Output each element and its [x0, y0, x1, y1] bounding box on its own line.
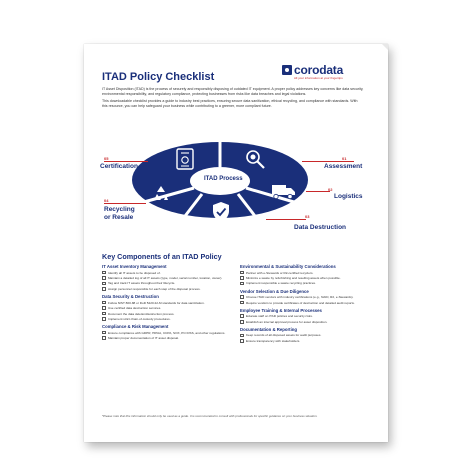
- group-title: Documentation & Reporting: [240, 326, 298, 332]
- checkbox[interactable]: [102, 312, 106, 316]
- checklist-item: [240, 295, 370, 299]
- step-number: 05: [104, 156, 109, 161]
- process-ring: [98, 140, 374, 250]
- step-number: 04: [104, 198, 109, 203]
- checklist-item-text: Document the data deletion/destruction process.: [107, 311, 175, 316]
- checklist-item-text: Identify all IT assets to be disposed of.: [107, 270, 161, 275]
- checklist-left-column: [102, 264, 232, 343]
- checklist-item-text: Implement strict chain-of-custody procedures.: [107, 317, 171, 321]
- checklist-item-text: Assign personnel responsible for each step of the disposal process.: [107, 286, 201, 291]
- step-label-assessment: Assessment: [324, 163, 363, 170]
- disclaimer-note: *Please note that this information should only be used as a guide. It is recommended to consult with professionals for specific guidance on your business situation.: [102, 414, 318, 418]
- checklist-item-text: Maintain a detailed log of all IT assets (type, model, serial number, location, owner).: [107, 275, 223, 280]
- checklist-group: [102, 264, 232, 291]
- checklist-item-text: Ensure transparency with stakeholders.: [245, 338, 301, 343]
- checkbox[interactable]: [240, 320, 244, 324]
- checkbox[interactable]: [240, 334, 244, 338]
- step-connector: [104, 203, 146, 204]
- checklist-item-text: Educate staff on ITAD policies and security risks.: [245, 314, 313, 319]
- checklist-item-text: Implement responsible e-waste recycling practices.: [245, 281, 316, 286]
- group-title: Environmental & Sustainability Considerations: [240, 264, 336, 269]
- checklist-right-column: [240, 264, 370, 346]
- checkbox[interactable]: [240, 314, 244, 318]
- checkbox[interactable]: [240, 339, 244, 343]
- magnifier-icon: [244, 148, 266, 170]
- checklist-item: [240, 339, 370, 343]
- checklist-item-text: Ensure compliance with GDPR, HIPAA, CCPA, SOX, PCI DSS, and other regulations.: [107, 330, 226, 335]
- checklist-group: [102, 324, 232, 340]
- truck-icon: [271, 182, 297, 200]
- checkbox[interactable]: [102, 336, 106, 340]
- page-corner: [382, 44, 388, 50]
- checklist-item: [240, 320, 370, 324]
- step-connector: [266, 219, 306, 220]
- step-number: 02: [328, 187, 333, 192]
- checklist-item: [240, 314, 370, 318]
- checklist-item-text: Choose ITAD vendors with industry certifications (e.g., NAID, R2, e-Stewards).: [245, 295, 354, 300]
- itad-process-diagram: [98, 140, 374, 250]
- checkbox[interactable]: [240, 282, 244, 286]
- checklist-group: [240, 308, 370, 324]
- components-heading: Key Components of an ITAD Policy: [102, 252, 222, 261]
- intro-text: [102, 87, 364, 109]
- checklist-item: [102, 276, 232, 280]
- step-label-logistics: Logistics: [334, 193, 363, 200]
- checklist-item-text: Establish an internal approval process for asset disposition.: [245, 319, 328, 324]
- checklist-item: [102, 312, 232, 316]
- checklist-item-text: Maintain proper documentation of IT asset disposal.: [107, 336, 179, 341]
- checklist-item: [240, 271, 370, 275]
- certificate-icon: [174, 148, 196, 170]
- checklist-item-text: Require vendors to provide certificates of destruction and detailed audit reports.: [245, 300, 355, 305]
- checklist-item: [102, 336, 232, 340]
- checkbox[interactable]: [102, 317, 106, 321]
- checkbox[interactable]: [102, 276, 106, 280]
- logo-tagline: All your information at your fingertips: [294, 76, 343, 80]
- checklist-document: [84, 44, 388, 442]
- step-label-certification: Certification: [100, 163, 138, 170]
- checklist-group: [102, 294, 232, 321]
- checklist-group: [240, 264, 370, 286]
- shield-check-icon: [211, 201, 231, 223]
- checklist-item: [102, 331, 232, 335]
- step-label-data-destruction: Data Destruction: [294, 224, 347, 231]
- checkbox[interactable]: [102, 306, 106, 310]
- checkbox[interactable]: [102, 282, 106, 286]
- checklist-item: [240, 281, 370, 285]
- process-center-label: ITAD Process: [204, 176, 243, 182]
- checklist-item-text: Use certified data destruction services.: [107, 306, 162, 311]
- recycle-icon: [151, 184, 171, 204]
- document-title: ITAD Policy Checklist: [102, 71, 215, 83]
- checklist-item: [240, 301, 370, 305]
- checkbox[interactable]: [240, 301, 244, 305]
- checklist-item-text: Keep records of all disposed assets for audit purposes.: [245, 333, 322, 338]
- checkbox[interactable]: [240, 295, 244, 299]
- checklist-group: [240, 327, 370, 343]
- checklist-item-text: Tag and track IT assets throughout their lifecycle.: [107, 281, 176, 286]
- step-label-recycling: Recycling: [104, 206, 135, 213]
- intro-paragraph: This downloadable checklist provides a guide to industry best practices, ensuring secure data sanitization, ethical recycling, and compliance with standards. With this resource, you can help safeguard your business while contributing to a greener, more compliant future.: [102, 99, 358, 109]
- checklist-item: [102, 317, 232, 321]
- group-title: Data Security & Destruction: [102, 294, 159, 300]
- checklist-item: [102, 287, 232, 291]
- step-connector: [104, 161, 148, 162]
- step-connector: [302, 161, 354, 162]
- checkbox[interactable]: [102, 301, 106, 305]
- checkbox[interactable]: [240, 271, 244, 275]
- step-number: 01: [342, 156, 347, 161]
- step-label-resale: or Resale: [104, 214, 134, 221]
- checklist-item-text: Follow NIST 800-88 or DoD 5220.22-M standards for data sanitization.: [107, 300, 205, 305]
- group-title: Employee Training & Internal Processes: [240, 307, 322, 313]
- checkbox[interactable]: [102, 331, 106, 335]
- step-number: 03: [305, 214, 310, 219]
- logo-mark-icon: [282, 65, 292, 75]
- checklist-item: [102, 271, 232, 275]
- logo-wordmark: corodata: [294, 63, 344, 77]
- step-connector: [306, 191, 330, 192]
- checklist-item: [102, 281, 232, 285]
- group-title: IT Asset Inventory Management: [102, 264, 167, 269]
- checkbox[interactable]: [102, 287, 106, 291]
- checklist-item-text: Minimize e-waste by refurbishing and reselling assets when possible.: [245, 275, 341, 280]
- checkbox[interactable]: [240, 276, 244, 280]
- group-title: Compliance & Risk Management: [102, 324, 169, 330]
- intro-paragraph: IT Asset Disposition (ITAD) is the process of securely and responsibly disposing of outdated IT equipment. A proper policy addresses key concerns like data security, environmental responsibility, and regulatory compliance, protecting businesses from risks like data breaches and legal violations.: [102, 87, 364, 97]
- corodata-logo: [282, 64, 378, 84]
- checklist-item: [240, 333, 370, 337]
- checklist-item-text: Partner with e-Stewards or R2-certified recyclers.: [245, 270, 314, 275]
- checklist-item: [240, 276, 370, 280]
- checklist-group: [240, 289, 370, 305]
- group-title: Vendor Selection & Due Diligence: [240, 288, 309, 294]
- checklist-item: [102, 301, 232, 305]
- checklist-item: [102, 306, 232, 310]
- checkbox[interactable]: [102, 271, 106, 275]
